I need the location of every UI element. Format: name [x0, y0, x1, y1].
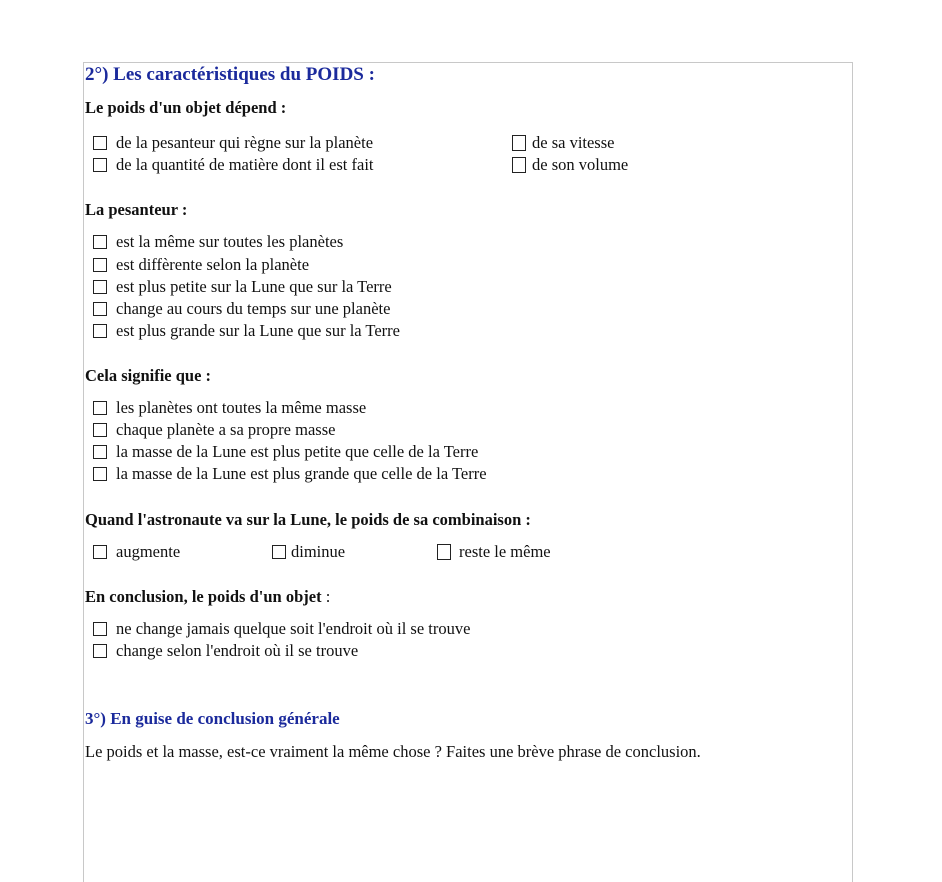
- checkbox[interactable]: [93, 324, 107, 338]
- q5-option-2[interactable]: [93, 641, 358, 661]
- question-5-label: [85, 587, 330, 607]
- option-label: est la même sur toutes les planètes: [116, 232, 344, 251]
- q1-option-3[interactable]: [512, 133, 614, 153]
- option-label: est plus grande sur la Lune que sur la Terre: [116, 321, 400, 340]
- checkbox[interactable]: [93, 445, 107, 459]
- q1-option-2[interactable]: [93, 155, 374, 175]
- checkbox[interactable]: [93, 467, 107, 481]
- checkbox[interactable]: [512, 157, 526, 173]
- question-5-colon: :: [321, 587, 331, 606]
- question-5-text: En conclusion, le poids d'un objet: [85, 587, 322, 606]
- checkbox[interactable]: [93, 258, 107, 272]
- q5-option-1[interactable]: [93, 619, 470, 639]
- checkbox[interactable]: [93, 545, 107, 559]
- checkbox[interactable]: [93, 136, 107, 150]
- q4-option-3[interactable]: [437, 542, 551, 562]
- option-label: de la quantité de matière dont il est fait: [116, 155, 374, 174]
- q2-option-4[interactable]: [93, 299, 390, 319]
- question-3-label: Cela signifie que :: [85, 366, 212, 385]
- option-label: de sa vitesse: [532, 133, 615, 152]
- option-label: change au cours du temps sur une planète: [116, 299, 391, 318]
- q1-option-4[interactable]: [512, 155, 628, 175]
- option-label: augmente: [116, 542, 181, 561]
- option-label: est plus petite sur la Lune que sur la Terre: [116, 277, 392, 296]
- checkbox[interactable]: [512, 135, 526, 151]
- checkbox[interactable]: [93, 302, 107, 316]
- q2-option-3[interactable]: [93, 277, 392, 297]
- q2-option-1[interactable]: [93, 232, 343, 252]
- checkbox[interactable]: [272, 545, 286, 559]
- option-label: est diffèrente selon la planète: [116, 255, 310, 274]
- checkbox[interactable]: [93, 280, 107, 294]
- checkbox[interactable]: [93, 401, 107, 415]
- q4-option-2[interactable]: [272, 542, 345, 562]
- q3-option-1[interactable]: [93, 398, 366, 418]
- option-label: de la pesanteur qui règne sur la planète: [116, 133, 374, 152]
- option-label: ne change jamais quelque soit l'endroit où il se trouve: [116, 619, 471, 638]
- q2-option-2[interactable]: [93, 255, 309, 275]
- checkbox[interactable]: [93, 158, 107, 172]
- section-3-title: 3°) En guise de conclusion générale: [85, 709, 340, 728]
- q4-option-1[interactable]: [93, 542, 180, 562]
- option-label: la masse de la Lune est plus petite que celle de la Terre: [116, 442, 479, 461]
- checkbox[interactable]: [93, 235, 107, 249]
- option-label: diminue: [291, 542, 346, 561]
- question-1-label: Le poids d'un objet dépend :: [85, 98, 287, 117]
- option-label: reste le même: [459, 542, 551, 561]
- checkbox[interactable]: [93, 644, 107, 658]
- option-label: change selon l'endroit où il se trouve: [116, 641, 359, 660]
- section-2-title: 2°) Les caractéristiques du POIDS :: [85, 64, 375, 85]
- checkbox[interactable]: [93, 423, 107, 437]
- q3-option-4[interactable]: [93, 464, 487, 484]
- option-label: la masse de la Lune est plus grande que celle de la Terre: [116, 464, 487, 483]
- checkbox[interactable]: [93, 622, 107, 636]
- checkbox[interactable]: [437, 544, 451, 560]
- option-label: chaque planète a sa propre masse: [116, 420, 336, 439]
- q2-option-5[interactable]: [93, 321, 400, 341]
- option-label: de son volume: [532, 155, 629, 174]
- q3-option-3[interactable]: [93, 442, 478, 462]
- q3-option-2[interactable]: [93, 420, 335, 440]
- option-label: les planètes ont toutes la même masse: [116, 398, 367, 417]
- q1-option-1[interactable]: [93, 133, 373, 153]
- question-4-label: Quand l'astronaute va sur la Lune, le poids de sa combinaison :: [85, 510, 531, 529]
- section-3-text: Le poids et la masse, est-ce vraiment la même chose ? Faites une brève phrase de conclusion.: [85, 742, 701, 761]
- question-2-label: La pesanteur :: [85, 200, 188, 219]
